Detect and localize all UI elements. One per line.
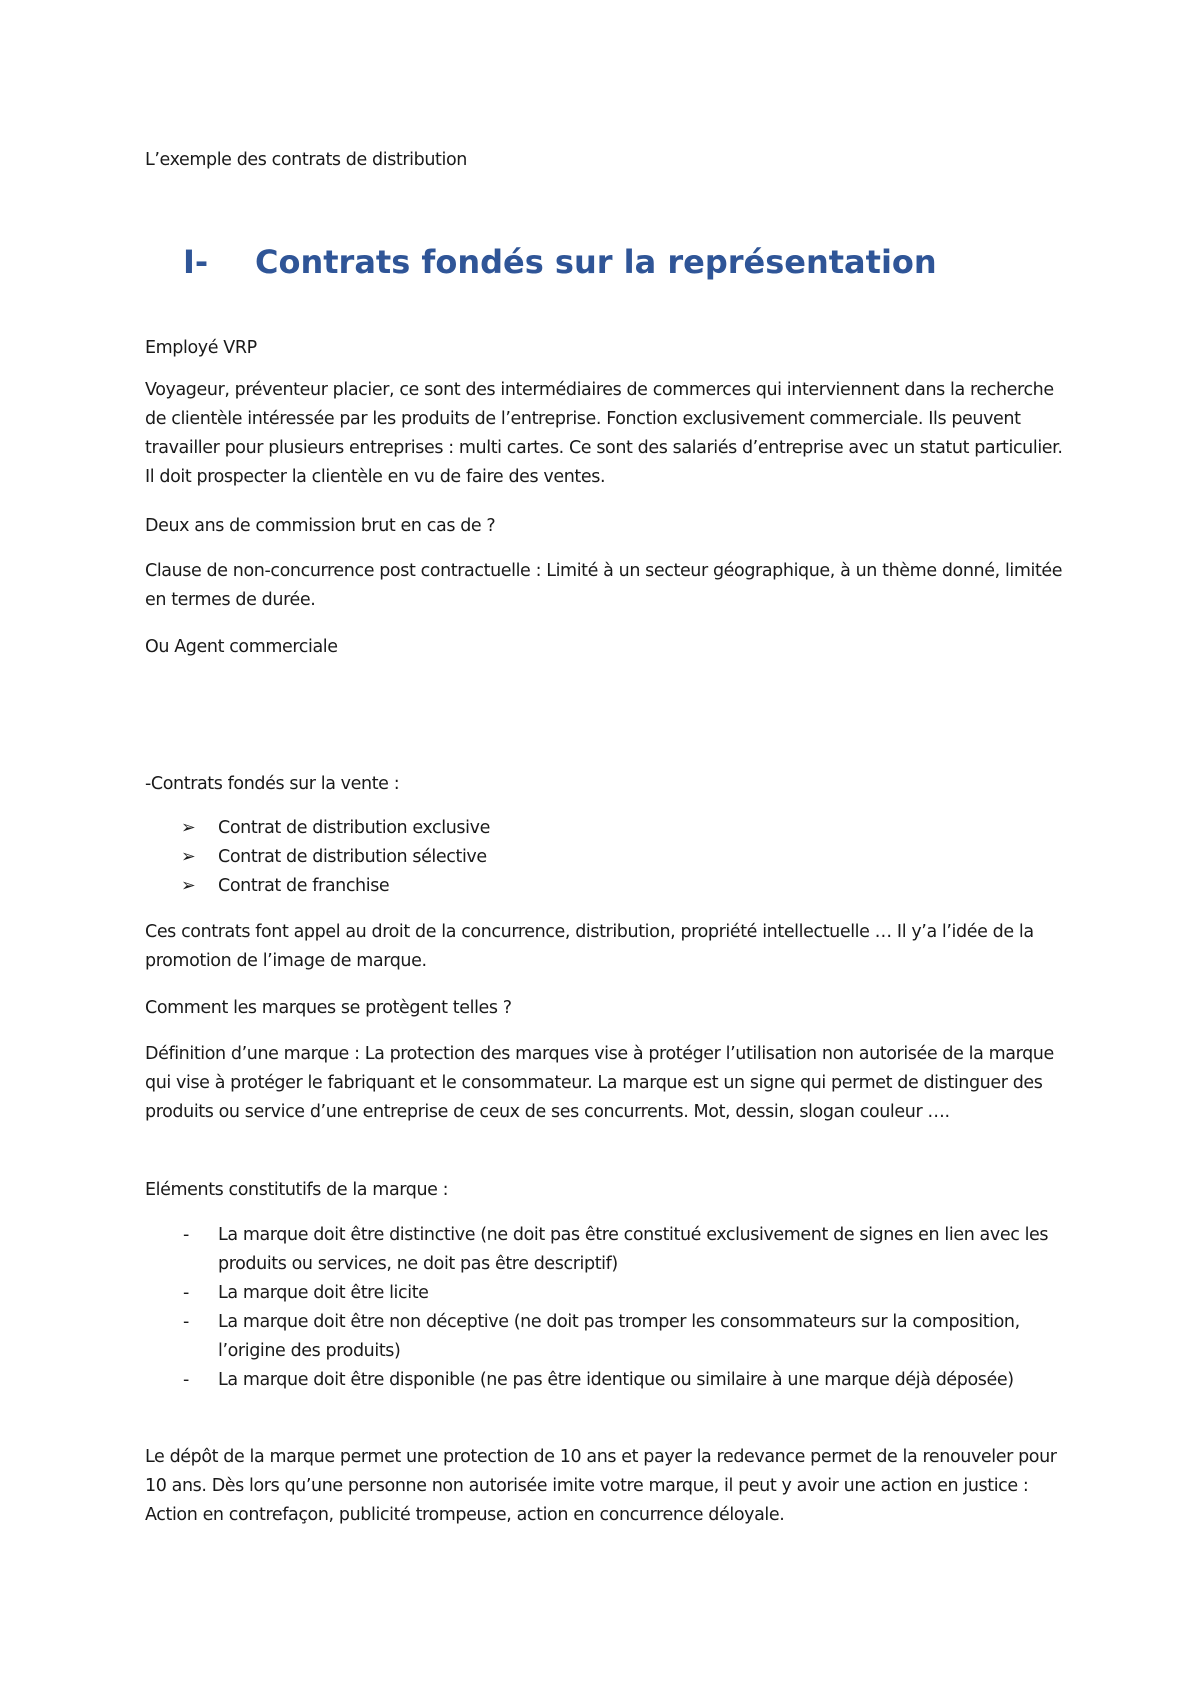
list-item [145,1366,1065,1395]
list-item [145,814,1065,843]
paragraph-comment: Comment les marques se protègent telles ? [145,998,512,1018]
list-item-text: Contrat de franchise [218,876,390,896]
list-item [145,1308,1065,1366]
paragraph-depot: Le dépôt de la marque permet une protection de 10 ans et payer la redevance permet de la renouveler pour 10 ans. Dès lors qu’une personne non autorisée imite votre marque, il peut y avoir une action en justice : Action en contrefaçon, publicité trompeuse, action en concurrence déloyale. [145,1447,1057,1525]
paragraph-deux-ans: Deux ans de commission brut en cas de ? [145,516,496,536]
list-item-text: La marque doit être licite [218,1283,429,1303]
dash-bullet-icon: - [183,1312,189,1332]
list-item [145,1221,1065,1279]
list-item [145,843,1065,872]
paragraph-elements: Eléments constitutifs de la marque : [145,1180,449,1200]
paragraph-contrats-vente: -Contrats fondés sur la vente : [145,774,400,794]
section-number: I- [183,243,209,281]
list-item-text: La marque doit être non déceptive (ne doit pas tromper les consommateurs sur la composition, l’origine des produits) [218,1312,1020,1361]
list-item [145,872,1065,901]
list-item-text: La marque doit être disponible (ne pas être identique ou similaire à une marque déjà déposée) [218,1370,1014,1390]
arrow-bullet-icon: ➢ [181,818,196,838]
section-heading [183,240,937,284]
dash-bullet-icon: - [183,1225,189,1245]
paragraph-employe-vrp: Employé VRP [145,338,257,358]
dash-bullet-icon: - [183,1283,189,1303]
list-item-text: Contrat de distribution sélective [218,847,487,867]
intro-line: L’exemple des contrats de distribution [145,150,467,170]
list-item-text: Contrat de distribution exclusive [218,818,490,838]
elements-list [145,1221,1065,1395]
paragraph-agent-commerciale: Ou Agent commerciale [145,637,338,657]
section-title: Contrats fondés sur la représentation [255,243,937,281]
arrow-bullet-icon: ➢ [181,847,196,867]
paragraph-clause: Clause de non-concurrence post contractuelle : Limité à un secteur géographique, à un thème donné, limitée en termes de durée. [145,561,1063,610]
paragraph-voyageur: Voyageur, préventeur placier, ce sont des intermédiaires de commerces qui interviennent dans la recherche de clientèle intéressée par les produits de l’entreprise. Fonction exclusivement commerciale. Ils peuvent travailler pour plusieurs entreprises : multi cartes. Ce sont des salariés d’entreprise avec un statut particulier. Il doit prospecter la clientèle en vu de faire des ventes. [145,380,1063,487]
list-item-text: La marque doit être distinctive (ne doit pas être constitué exclusivement de signes en lien avec les produits ou services, ne doit pas être descriptif) [218,1225,1049,1274]
paragraph-definition: Définition d’une marque : La protection des marques vise à protéger l’utilisation non autorisée de la marque qui vise à protéger le fabriquant et le consommateur. La marque est un signe qui permet de distinguer des produits ou service d’une entreprise de ceux de ses concurrents. Mot, dessin, slogan couleur …. [145,1044,1054,1122]
dash-bullet-icon: - [183,1370,189,1390]
list-item [145,1279,1065,1308]
contract-list [145,814,1065,901]
arrow-bullet-icon: ➢ [181,876,196,896]
paragraph-ces-contrats: Ces contrats font appel au droit de la concurrence, distribution, propriété intellectuelle … Il y’a l’idée de la promotion de l’image de marque. [145,922,1034,971]
